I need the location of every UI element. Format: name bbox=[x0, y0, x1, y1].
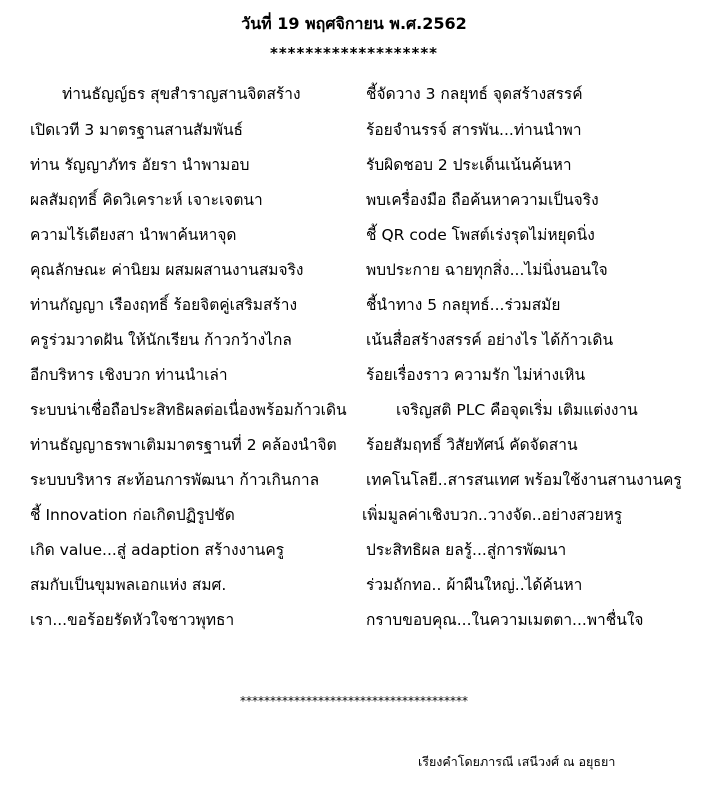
poem-line-right: เทคโนโลยี..สารสนเทศ พร้อมใช้งานสานงานครู bbox=[366, 471, 682, 489]
poem-line-left: ผลสัมฤทธิ์ คิดวิเคราะห์ เจาะเจตนา bbox=[30, 191, 263, 209]
poem-line-right: เพิ่มมูลค่าเชิงบวก..วางจัด..อย่างสวยหรู bbox=[362, 506, 623, 524]
author-credit: เรียงคำโดยภารณี เสนีวงศ์ ณ อยุธยา bbox=[418, 754, 616, 769]
poem-line-left: ครูร่วมวาดฝัน ให้นักเรียน ก้าวกว้างไกล bbox=[30, 331, 292, 349]
poem-line-left: ระบบบริหาร สะท้อนการพัฒนา ก้าวเกินกาล bbox=[30, 471, 320, 489]
poem-line-right: ประสิทธิผล ยลรู้...สู่การพัฒนา bbox=[366, 541, 567, 559]
poem-line-right: รับผิดชอบ 2 ประเด็นเน้นค้นหา bbox=[366, 156, 572, 174]
poem-line-right: พบเครื่องมือ ถือค้นหาความเป็นจริง bbox=[366, 191, 599, 209]
poem-line-left: ระบบน่าเชื่อถือประสิทธิผลต่อเนื่องพร้อมก้าวเดิน bbox=[30, 401, 347, 419]
top-divider: ******************* bbox=[269, 44, 439, 62]
bottom-divider: ************************************** bbox=[240, 694, 468, 708]
poem-line-left: เปิดเวที 3 มาตรฐานสานสัมพันธ์ bbox=[30, 121, 244, 139]
poem-line-right: ชี้จัดวาง 3 กลยุทธ์ จุดสร้างสรรค์ bbox=[366, 85, 583, 103]
poem-line-left: ท่านธัญญ์ธร สุขสำราญสานจิตสร้าง bbox=[62, 85, 301, 103]
poem-line-left: ท่านกัญญา เรืองฤทธิ์ ร้อยจิตคู่เสริมสร้าง bbox=[30, 296, 298, 314]
poem-line-right: ร้อยสัมฤทธิ์ วิสัยทัศน์ คัดจัดสาน bbox=[366, 436, 578, 454]
poem-line-left: ท่านธัญญาธรพาเติมมาตรฐานที่ 2 คล้องนำจิต bbox=[30, 436, 337, 454]
poem-line-right: ชี้ QR code โพสต์เร่งรุดไม่หยุดนิ่ง bbox=[366, 226, 595, 244]
poem-line-right: พบประกาย ฉายทุกสิ่ง...ไม่นิ่งนอนใจ bbox=[366, 261, 608, 279]
poem-line-right: เจริญสติ PLC คือจุดเริ่ม เติมแต่งงาน bbox=[396, 401, 638, 419]
poem-line-left: ความไร้เดียงสา นำพาค้นหาจุด bbox=[30, 226, 237, 244]
poem-line-right: ร่วมถักทอ.. ผ้าผืนใหญ่..ได้ค้นหา bbox=[366, 576, 583, 594]
poem-line-right: ร้อยจำนรรจ์ สารพัน...ท่านนำพา bbox=[366, 121, 582, 139]
poem-line-right: เน้นสื่อสร้างสรรค์ อย่างไร ได้ก้าวเดิน bbox=[366, 331, 614, 349]
poem-line-left: เกิด value...สู่ adaption สร้างงานครู bbox=[30, 541, 285, 559]
poem-line-left: ชี้ Innovation ก่อเกิดปฏิรูปชัด bbox=[30, 506, 235, 524]
poem-line-left: อีกบริหาร เชิงบวก ท่านนำเล่า bbox=[30, 366, 228, 384]
poem-line-left: ท่าน รัญญาภัทร อัยรา นำพามอบ bbox=[30, 156, 250, 174]
poem-line-left: เรา...ขอร้อยรัดหัวใจชาวพุทธา bbox=[30, 611, 235, 629]
poem-line-left: สมกับเป็นขุมพลเอกแห่ง สมศ. bbox=[30, 576, 227, 594]
poem-line-right: กราบขอบคุณ...ในความเมตตา...พาชื่นใจ bbox=[366, 611, 644, 629]
page-title: วันที่ 19 พฤศจิกายน พ.ศ.2562 bbox=[241, 14, 467, 33]
poem-line-left: คุณลักษณะ ค่านิยม ผสมผสานงานสมจริง bbox=[30, 261, 304, 279]
poem-line-right: ร้อยเรื่องราว ความรัก ไม่ห่างเหิน bbox=[366, 366, 586, 384]
poem-line-right: ชี้นำทาง 5 กลยุทธ์...ร่วมสมัย bbox=[366, 296, 561, 314]
